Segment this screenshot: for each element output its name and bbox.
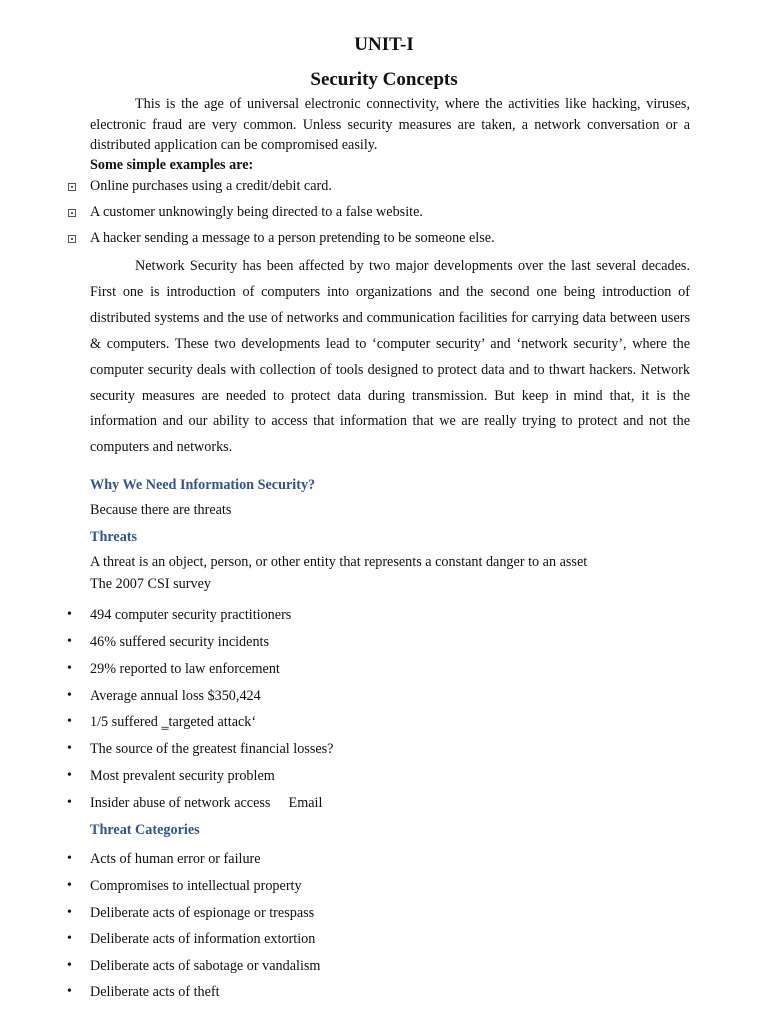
square-bullet-icon [68, 209, 76, 217]
category-item: Deliberate acts of espionage or trespass [90, 905, 315, 921]
square-bullet-icon [68, 183, 76, 191]
survey-item: 29% reported to law enforcement [90, 661, 280, 677]
category-item: Compromises to intellectual property [90, 878, 302, 894]
threats-heading: Threats [90, 529, 138, 545]
survey-item: Most prevalent security problem [90, 768, 275, 784]
survey-item: Insider abuse of network access Email [90, 795, 308, 811]
category-item: Deliberate acts of theft [90, 984, 220, 1000]
bullet-icon: • [67, 851, 72, 866]
category-item: Deliberate acts of information extortion [90, 931, 316, 947]
why-heading: Why We Need Information Security? [90, 477, 316, 493]
category-item: Deliberate acts of sabotage or vandalism [90, 958, 321, 974]
bullet-icon: • [67, 768, 72, 783]
category-item: Acts of human error or failure [90, 851, 261, 867]
example-item: Online purchases using a credit/debit card. [90, 178, 332, 194]
bullet-icon: • [67, 634, 72, 649]
bullet-icon: • [67, 931, 72, 946]
bullet-icon: • [67, 958, 72, 973]
bullet-icon: • [67, 905, 72, 920]
survey-item: 494 computer security practitioners [90, 607, 292, 623]
survey-item: 46% suffered security incidents [90, 634, 269, 650]
bullet-icon: • [67, 795, 72, 810]
bullet-icon: • [67, 741, 72, 756]
bullet-icon: • [67, 607, 72, 622]
survey-item: The source of the greatest financial losses? [90, 741, 334, 757]
section-title: Security Concepts [310, 69, 458, 90]
bullet-icon: • [67, 714, 72, 729]
survey-line: The 2007 CSI survey [90, 576, 211, 592]
unit-title: UNIT-I [354, 34, 414, 55]
survey-item: Average annual loss $350,424 [90, 688, 261, 704]
bullet-icon: • [67, 878, 72, 893]
intro-paragraph: This is the age of universal electronic connectivity, where the activities like hacking, viruses, electronic fraud are very common. Unless security measures are taken, a network conversation or a distributed application can be compromised easily. [90, 96, 690, 153]
survey-item: 1/5 suffered ‗targeted attack‘ [90, 714, 257, 730]
example-item: A customer unknowingly being directed to a false website. [90, 204, 423, 220]
square-bullet-icon [68, 235, 76, 243]
why-answer: Because there are threats [90, 502, 232, 518]
bullet-icon: • [67, 661, 72, 676]
examples-heading: Some simple examples are: [90, 157, 254, 173]
bullet-icon: • [67, 984, 72, 999]
network-security-paragraph: Network Security has been affected by two major developments over the last several decades. First one is introduction of computers into organizations and the second one being introduction of distributed systems and the use of networks and communication facilities for carrying data between users & computers. These two developments lead to ‘computer security’ and ‘network security’, where the computer security deals with collection of tools designed to protect data and to thwart hackers. Network security measures are needed to protect data during transmission. But keep in mind that, it is the information and our ability to access that information that we are really trying to protect and not the computers and networks. [90, 258, 690, 456]
threat-definition: A threat is an object, person, or other entity that represents a constant danger to an asset [90, 554, 588, 570]
bullet-icon: • [67, 688, 72, 703]
threat-categories-heading: Threat Categories [90, 822, 200, 838]
example-item: A hacker sending a message to a person pretending to be someone else. [90, 230, 495, 246]
